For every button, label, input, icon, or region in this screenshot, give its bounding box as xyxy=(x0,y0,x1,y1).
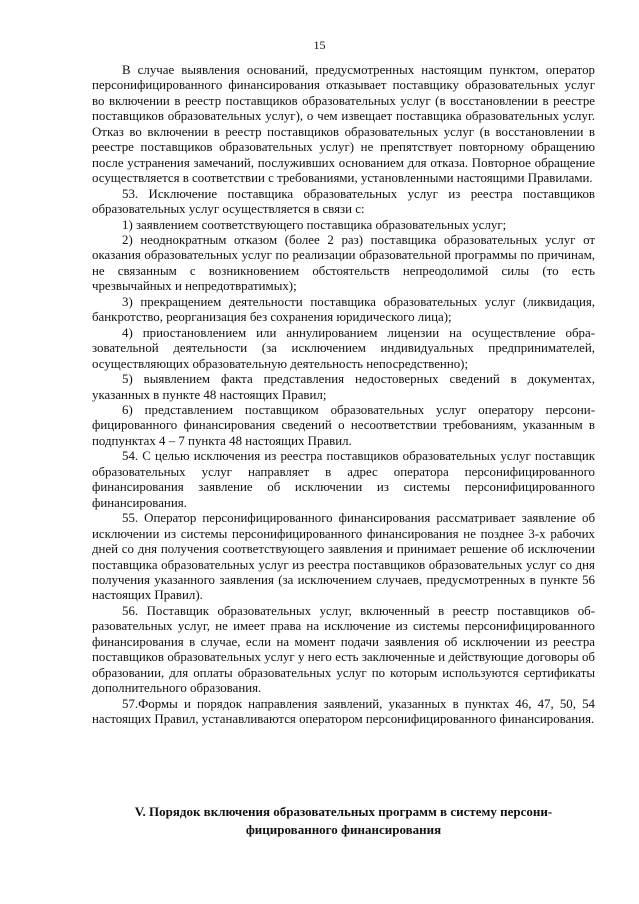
paragraph-54: 54. С целью исключения из реестра поставщиков образовательных услуг поставщик образовательных услуг направляет в адрес оператора персонифицированного финансирования заявление об исключении из системы персонифицированного финансирования. xyxy=(92,449,595,510)
list-item-53-3: 3) прекращением деятельности поставщика образовательных услуг (ликвидация, банкротство, реорганизация без сохранения юридического лица); xyxy=(92,294,595,325)
paragraph-intro: В случае выявления оснований, предусмотренных настоящим пунктом, оператор персонифицированного финансирования отказывает поставщику образовательных услуг во включении в реестр поставщиков образовательных услуг (в восстановлении в реестре поставщиков образовательных услуг), о чем извещает поставщика образовательных услуг. Отказ во включении в реестр поставщиков образовательных услуг (в восстановлении в реестре поставщиков образовательных услуг) не препятствует повторному обращению после устранения замечаний, послуживших основанием для отказа. Повторное обращение осуществляется в соответствии с требованиями, установленными настоящими Правилами. xyxy=(92,63,595,186)
list-item-53-4: 4) приостановлением или аннулированием лицензии на осуществление образовательной деятельности (за исключением индивидуальных предпринимателей, осуществляющих образовательную деятельность непосредственно); xyxy=(92,325,595,371)
paragraph-55: 55. Оператор персонифицированного финансирования рассматривает заявление об исключении из системы персонифицированного финансирования не позднее 3-х рабочих дней со дня получения соответствующего заявления и принимает решение об исключении поставщика образовательных услуг из реестра поставщиков образовательных услуг со дня получения указанного заявления (за исключением случаев, предусмотренных в пункте 56 настоящих Правил). xyxy=(92,511,595,603)
paragraph-56: 56. Поставщик образовательных услуг, включенный в реестр поставщиков образовательных услуг, не имеет права на исключение из системы персонифицированного финансирования в случае, если на момент подачи заявления об исключении из реестра поставщиков образовательных услуг у него есть заключенные и действующие договоры об образовании, для оплаты образовательных услуг по которым используются сертификаты дополнительного образования. xyxy=(92,603,595,696)
paragraph-53: 53. Исключение поставщика образовательных услуг из реестра поставщиков образовательных услуг осуществляется в связи с: xyxy=(92,186,595,217)
paragraph-57: 57.Формы и порядок направления заявлений, указанных в пунктах 46, 47, 50, 54 настоящих Правил, устанавливаются оператором персонифицированного финансирования. xyxy=(92,696,595,727)
list-item-53-5: 5) выявлением факта представления недостоверных сведений в документах, указанных в пункте 48 настоящих Правил; xyxy=(92,372,595,402)
list-item-53-1: 1) заявлением соответствующего поставщика образовательных услуг; xyxy=(122,217,507,232)
body-text xyxy=(92,63,595,727)
page-number: 15 xyxy=(313,38,326,52)
list-item-53-6: 6) представлением поставщиком образовательных услуг оператору персонифицированного финансирования сведений о несоответствии требованиям, указанным в подпунктах 4 – 7 пункта 48 настоящих Правил. xyxy=(92,402,595,448)
list-item-53-2: 2) неоднократным отказом (более 2 раз) поставщика образовательных услуг от оказания образовательных услуг по реализации образовательной программы по причинам, не связанным с возникновением обстоятельств непреодолимой силы (то есть чрезвычайных и непредотвратимых); xyxy=(92,232,595,294)
section-heading: V. Порядок включения образовательных программ в систему персонифицированного финансирования xyxy=(134,804,553,837)
